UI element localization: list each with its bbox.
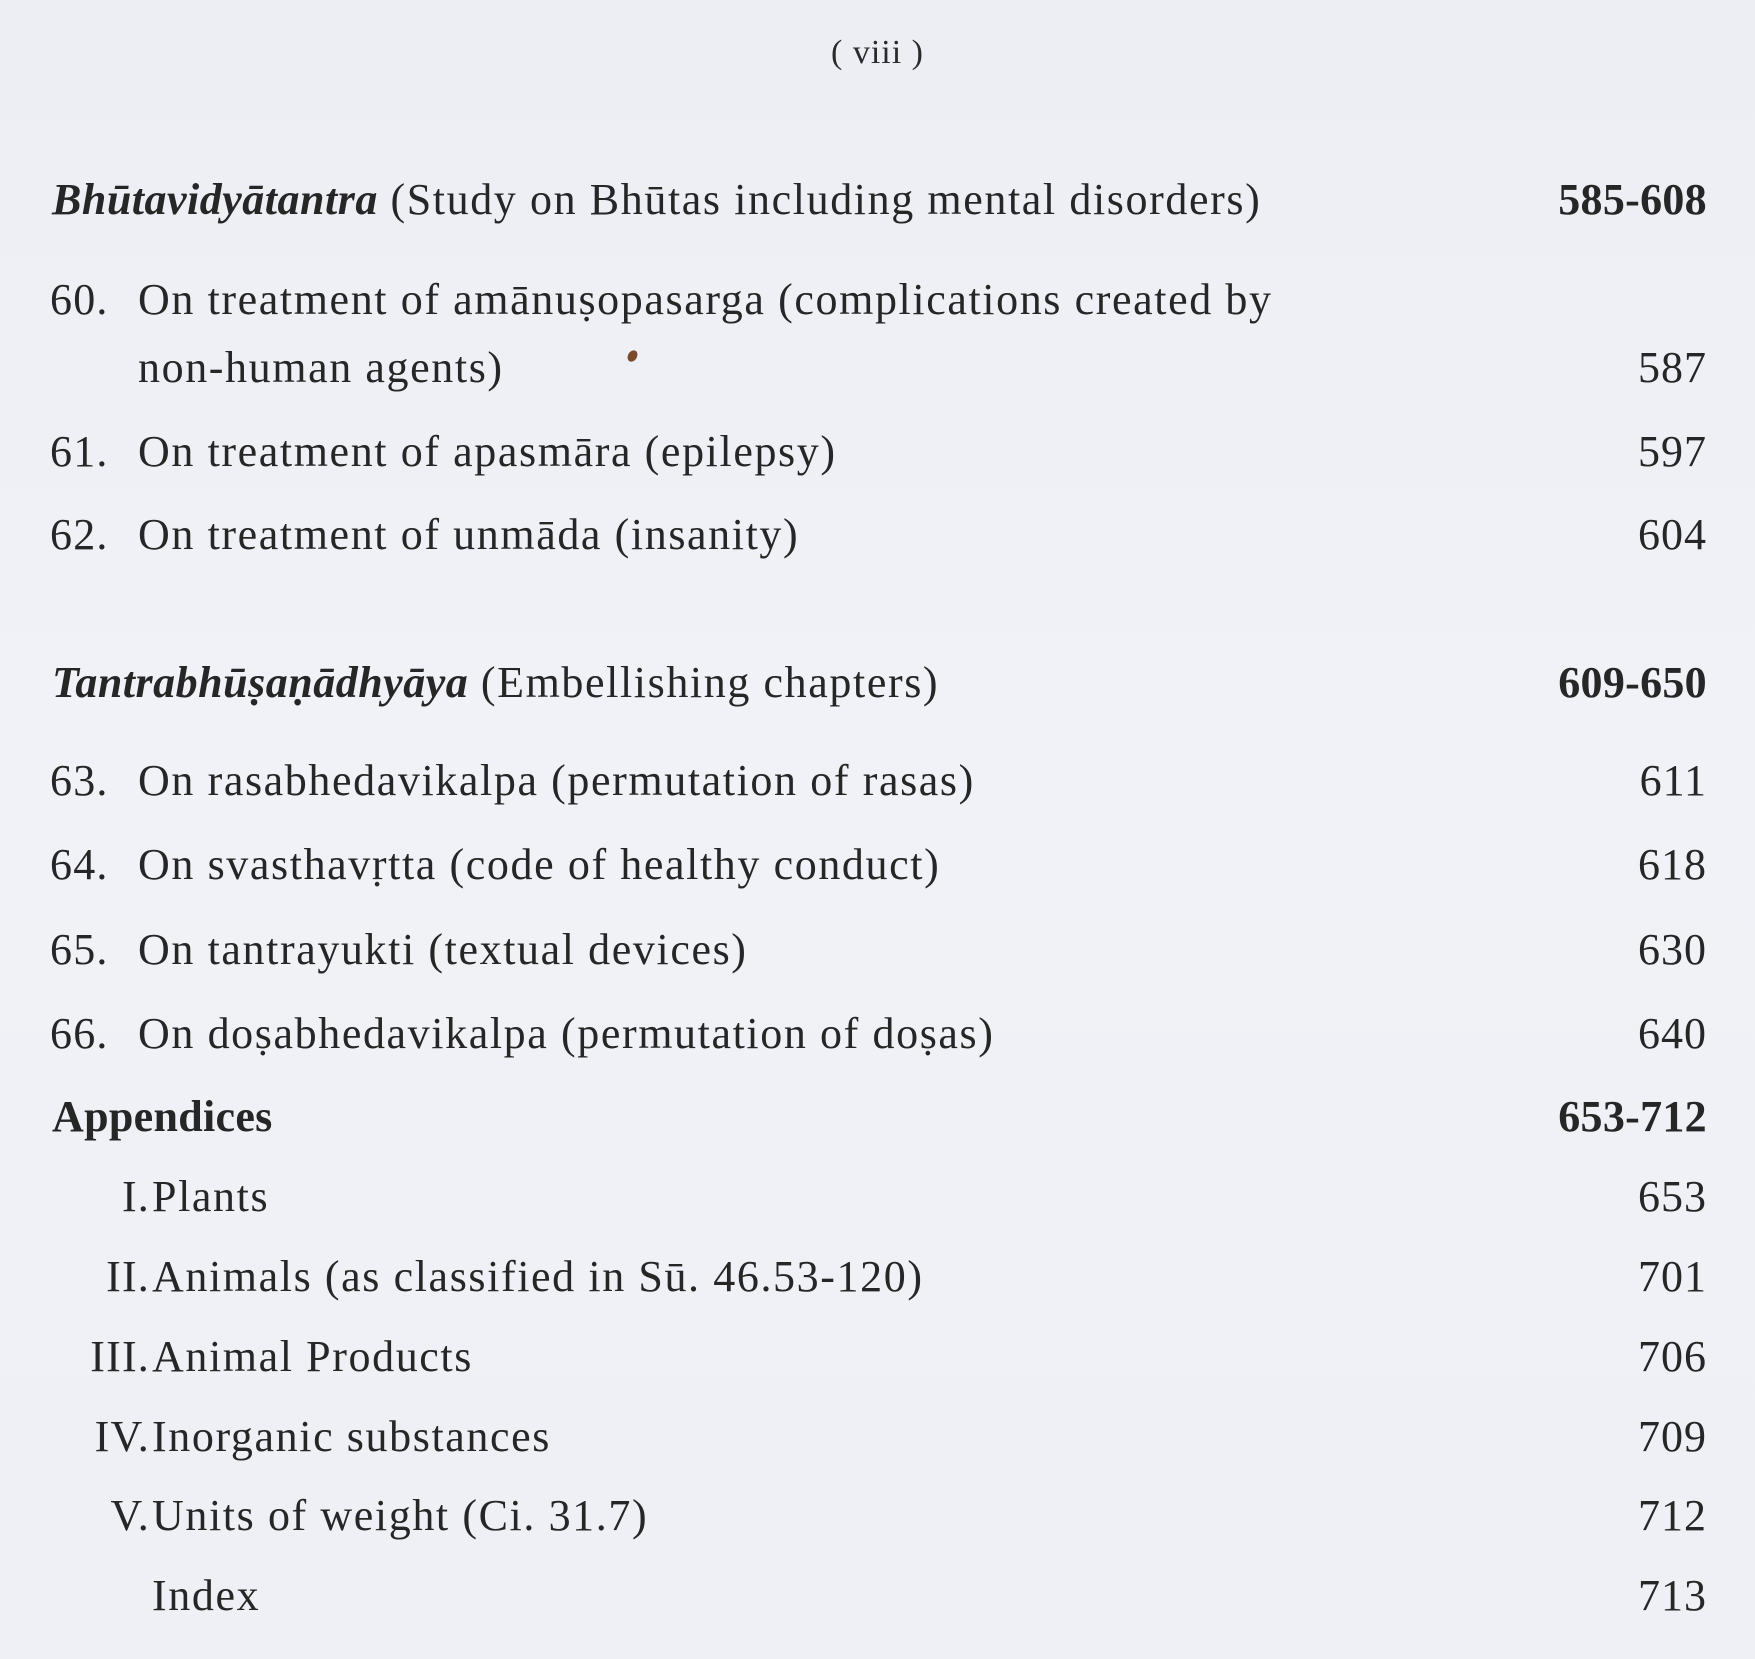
chapter-title: On svasthavṛtta (code of healthy conduct) bbox=[138, 840, 941, 889]
toc-entry-64 bbox=[0, 840, 1755, 903]
toc-entry-62 bbox=[0, 510, 1755, 573]
chapter-number: 64. bbox=[50, 840, 109, 889]
toc-entry-60 bbox=[0, 275, 1755, 338]
chapter-number: 66. bbox=[50, 1009, 109, 1058]
index-title: Index bbox=[152, 1571, 261, 1620]
appendix-title: Inorganic substances bbox=[152, 1412, 551, 1461]
toc-entry-61 bbox=[0, 427, 1755, 490]
chapter-page: 597 bbox=[1638, 427, 1707, 476]
appendix-title: Units of weight (Ci. 31.7) bbox=[152, 1491, 649, 1540]
appendix-entry-2 bbox=[0, 1252, 1755, 1315]
chapter-title-line1: On treatment of amānuṣopasarga (complications created by bbox=[138, 275, 1273, 324]
toc-entry-65 bbox=[0, 925, 1755, 988]
section-header-bhutavidyatantra bbox=[0, 175, 1755, 238]
chapter-page: 630 bbox=[1638, 925, 1707, 974]
chapter-number: 63. bbox=[50, 756, 109, 805]
appendix-page: 712 bbox=[1638, 1491, 1707, 1540]
chapter-number: 65. bbox=[50, 925, 109, 974]
section-header-tantrabhusanadhyaya bbox=[0, 658, 1755, 721]
chapter-title: On treatment of unmāda (insanity) bbox=[138, 510, 800, 559]
chapter-number: 62. bbox=[50, 510, 109, 559]
chapter-title: On treatment of apasmāra (epilepsy) bbox=[138, 427, 837, 476]
section-title: Bhūtavidyātantra bbox=[52, 175, 378, 224]
section-header-label bbox=[52, 175, 1262, 224]
appendix-number: III. bbox=[90, 1332, 150, 1381]
section-page-range: 653-712 bbox=[1558, 1092, 1707, 1141]
appendix-entry-5 bbox=[0, 1491, 1755, 1554]
toc-entry-63 bbox=[0, 756, 1755, 819]
index-page: 713 bbox=[1638, 1571, 1707, 1620]
chapter-title-line2: non-human agents) bbox=[138, 343, 504, 392]
section-title: Appendices bbox=[52, 1092, 273, 1141]
chapter-title: On doṣabhedavikalpa (permutation of doṣas) bbox=[138, 1009, 995, 1058]
appendix-page: 653 bbox=[1638, 1172, 1707, 1221]
chapter-number: 60. bbox=[50, 275, 109, 324]
section-page-range: 609-650 bbox=[1558, 658, 1707, 707]
chapter-title: On rasabhedavikalpa (permutation of rasas) bbox=[138, 756, 975, 805]
section-header-appendices bbox=[0, 1092, 1755, 1155]
chapter-page: 604 bbox=[1638, 510, 1707, 559]
chapter-page: 640 bbox=[1638, 1009, 1707, 1058]
appendix-entry-4 bbox=[0, 1412, 1755, 1475]
section-title: Tantrabhūṣaṇādhyāya bbox=[52, 658, 469, 707]
toc-entry-66 bbox=[0, 1009, 1755, 1072]
appendix-number: V. bbox=[110, 1491, 150, 1540]
index-entry bbox=[0, 1571, 1755, 1634]
section-description: (Study on Bhūtas including mental disorders) bbox=[390, 175, 1262, 224]
section-description: (Embellishing chapters) bbox=[480, 658, 940, 707]
appendix-title: Animals (as classified in Sū. 46.53-120) bbox=[152, 1252, 924, 1301]
appendix-title: Animal Products bbox=[152, 1332, 473, 1381]
appendix-page: 709 bbox=[1638, 1412, 1707, 1461]
chapter-page: 611 bbox=[1639, 756, 1707, 805]
appendix-number: IV. bbox=[94, 1412, 150, 1461]
chapter-page: 618 bbox=[1638, 840, 1707, 889]
appendix-number: II. bbox=[106, 1252, 150, 1301]
toc-entry-60-continued bbox=[0, 343, 1755, 406]
section-header-label bbox=[52, 658, 940, 707]
appendix-number: I. bbox=[121, 1172, 150, 1221]
appendix-title: Plants bbox=[152, 1172, 270, 1221]
appendix-page: 701 bbox=[1638, 1252, 1707, 1301]
chapter-number: 61. bbox=[50, 427, 109, 476]
appendix-page: 706 bbox=[1638, 1332, 1707, 1381]
chapter-page: 587 bbox=[1638, 343, 1707, 392]
section-page-range: 585-608 bbox=[1558, 175, 1707, 224]
appendix-entry-3 bbox=[0, 1332, 1755, 1395]
chapter-title: On tantrayukti (textual devices) bbox=[138, 925, 748, 974]
page-number: ( viii ) bbox=[831, 34, 924, 71]
appendix-entry-1 bbox=[0, 1172, 1755, 1235]
